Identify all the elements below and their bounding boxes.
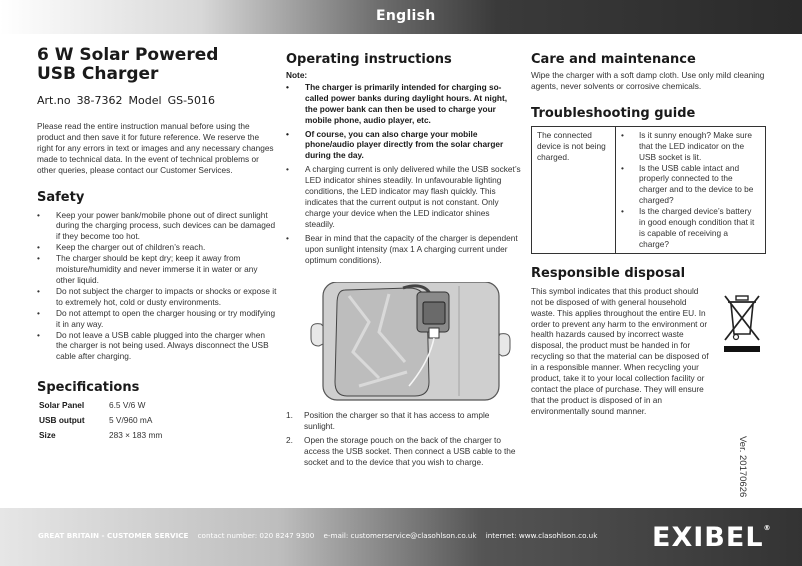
list-item: • Bear in mind that the capacity of the charger is dependent upon sunlight intensity (max 1 A charging current under optimum conditions). bbox=[286, 233, 521, 266]
version-label: Ver. 20170626 bbox=[737, 436, 748, 498]
care-text: Wipe the charger with a soft damp cloth. Use only mild cleaning agents, never solvents or corrosive chemicals. bbox=[531, 70, 765, 91]
intro-paragraph: Please read the entire instruction manual before using the product and then save it for future reference. We reserve the right for any errors in text or images and any necessary changes made to technical data. In the event of technical problems or other queries, please contact our Customer Services. bbox=[37, 121, 274, 175]
list-item: • A charging current is only delivered while the USB socket’s LED indicator shines steadily. In unfavourable lighting conditions, the LED indicator may flash quickly. This indicates that the current output is not constant. Only charge your device when the LED indicator shines steadily. bbox=[286, 164, 521, 229]
language-header-bar bbox=[0, 0, 802, 34]
brand-name: EXIBEL bbox=[652, 522, 764, 553]
solar-charger-illustration bbox=[309, 282, 512, 406]
spec-key: Size bbox=[39, 430, 56, 441]
specifications-table bbox=[37, 398, 164, 445]
disposal-heading: Responsible disposal bbox=[531, 265, 686, 281]
column-left bbox=[37, 46, 277, 445]
list-item: • Do not attempt to open the charger housing or try modifying it in any way. bbox=[37, 308, 277, 330]
title-line-2: USB Charger bbox=[37, 64, 159, 84]
steps-block bbox=[286, 410, 521, 471]
footer-internet[interactable]: internet: www.clasohlson.co.uk bbox=[485, 531, 598, 540]
table-row bbox=[39, 415, 162, 428]
list-item bbox=[286, 435, 521, 468]
step-text: Position the charger so that it has access to ample sunlight. bbox=[304, 410, 490, 431]
spec-value: 5 V/960 mA bbox=[109, 415, 153, 426]
article-number-line bbox=[37, 94, 277, 107]
table-row bbox=[39, 430, 162, 443]
art-number: 38-7362 bbox=[76, 94, 123, 107]
list-item: • Do not leave a USB cable plugged into the charger when the charger is not being used. Always disconnect the USB cable after charging. bbox=[37, 330, 277, 363]
safety-list bbox=[37, 210, 277, 363]
care-heading: Care and maintenance bbox=[531, 52, 696, 67]
safety-heading: Safety bbox=[37, 189, 85, 205]
operating-list bbox=[286, 82, 521, 266]
spec-key: USB output bbox=[39, 415, 85, 426]
disposal-text: This symbol indicates that this product should not be disposed of with general household waste. This applies throughout the entire EU. In order to prevent any harm to the environment or health hazards caused by incorrect waste disposal, the product must be handed in for recycling so that the material can be disposed of in a responsible manner. When recycling your product, take it to your local collection facility or contact the place of purchase. They will ensure that the product is disposed of in an environmentally sound manner. bbox=[531, 285, 709, 416]
column-middle bbox=[286, 46, 521, 265]
operating-heading: Operating instructions bbox=[286, 52, 452, 67]
list-item: • Of course, you can also charge your mobile phone/audio player directly from the solar charger during the day. bbox=[286, 129, 521, 162]
list-item: • Is the USB cable intact and properly connected to the charger and to the device to be charged? bbox=[621, 163, 760, 207]
model-label: Model bbox=[128, 94, 162, 107]
footer-region: GREAT BRITAIN - CUSTOMER SERVICE bbox=[38, 531, 189, 540]
list-item: • Is the charged device’s battery in good enough condition that it is capable of receiving a charge? bbox=[621, 206, 760, 250]
list-item: • The charger is primarily intended for charging so-called power banks during daylight hours. At night, the power bank can then be used to charge your mobile phone, audio player, etc. bbox=[286, 82, 521, 126]
language-label: English bbox=[376, 8, 436, 24]
troubleshooting-heading: Troubleshooting guide bbox=[531, 105, 696, 121]
steps-list bbox=[286, 410, 521, 468]
step-text: Open the storage pouch on the back of the charger to access the USB socket. Then connect a USB cable to the socket and to the device that you wish to charge. bbox=[304, 434, 516, 467]
title-line-1: 6 W Solar Powered bbox=[37, 45, 219, 65]
footer-bar bbox=[0, 508, 802, 566]
remedies-list bbox=[621, 130, 760, 250]
list-item: • Is it sunny enough? Make sure that the LED indicator on the USB socket is lit. bbox=[621, 130, 760, 163]
art-label: Art.no bbox=[37, 94, 71, 107]
crossed-bin-icon bbox=[722, 292, 764, 354]
step-number: 1. bbox=[286, 410, 293, 420]
spec-key: Solar Panel bbox=[39, 400, 85, 411]
list-item bbox=[286, 410, 521, 432]
footer-contact: contact number: 020 8247 9300 bbox=[197, 531, 315, 540]
spec-value: 6.5 V/6 W bbox=[109, 400, 146, 411]
table-row bbox=[532, 126, 766, 253]
column-right bbox=[531, 46, 766, 417]
specifications-heading: Specifications bbox=[37, 380, 140, 396]
trouble-cause: The connected device is not being charged. bbox=[532, 126, 616, 253]
model-number: GS-5016 bbox=[167, 94, 216, 107]
trouble-remedies bbox=[616, 126, 766, 253]
list-item: • Do not subject the charger to impacts or shocks or expose it to extremely hot, cold or dusty environments. bbox=[37, 286, 277, 308]
troubleshooting-table bbox=[531, 126, 766, 254]
table-row bbox=[39, 400, 162, 413]
exibel-logo bbox=[652, 522, 772, 553]
note-label: Note: bbox=[286, 70, 308, 80]
list-item: • Keep your power bank/mobile phone out of direct sunlight during the charging process, such devices can be damaged if they become too hot. bbox=[37, 210, 277, 243]
customer-service-info bbox=[38, 531, 597, 540]
product-title bbox=[37, 46, 277, 84]
spec-value: 283 × 183 mm bbox=[109, 430, 163, 441]
brand-mark: ® bbox=[763, 524, 772, 532]
footer-email[interactable]: e-mail: customerservice@clasohlson.co.uk bbox=[323, 531, 477, 540]
list-item: • The charger should be kept dry; keep it away from moisture/humidity and never immerse it in water or any other liquid. bbox=[37, 253, 277, 286]
step-number: 2. bbox=[286, 434, 293, 445]
list-item: • Keep the charger out of children’s reach. bbox=[37, 242, 277, 253]
